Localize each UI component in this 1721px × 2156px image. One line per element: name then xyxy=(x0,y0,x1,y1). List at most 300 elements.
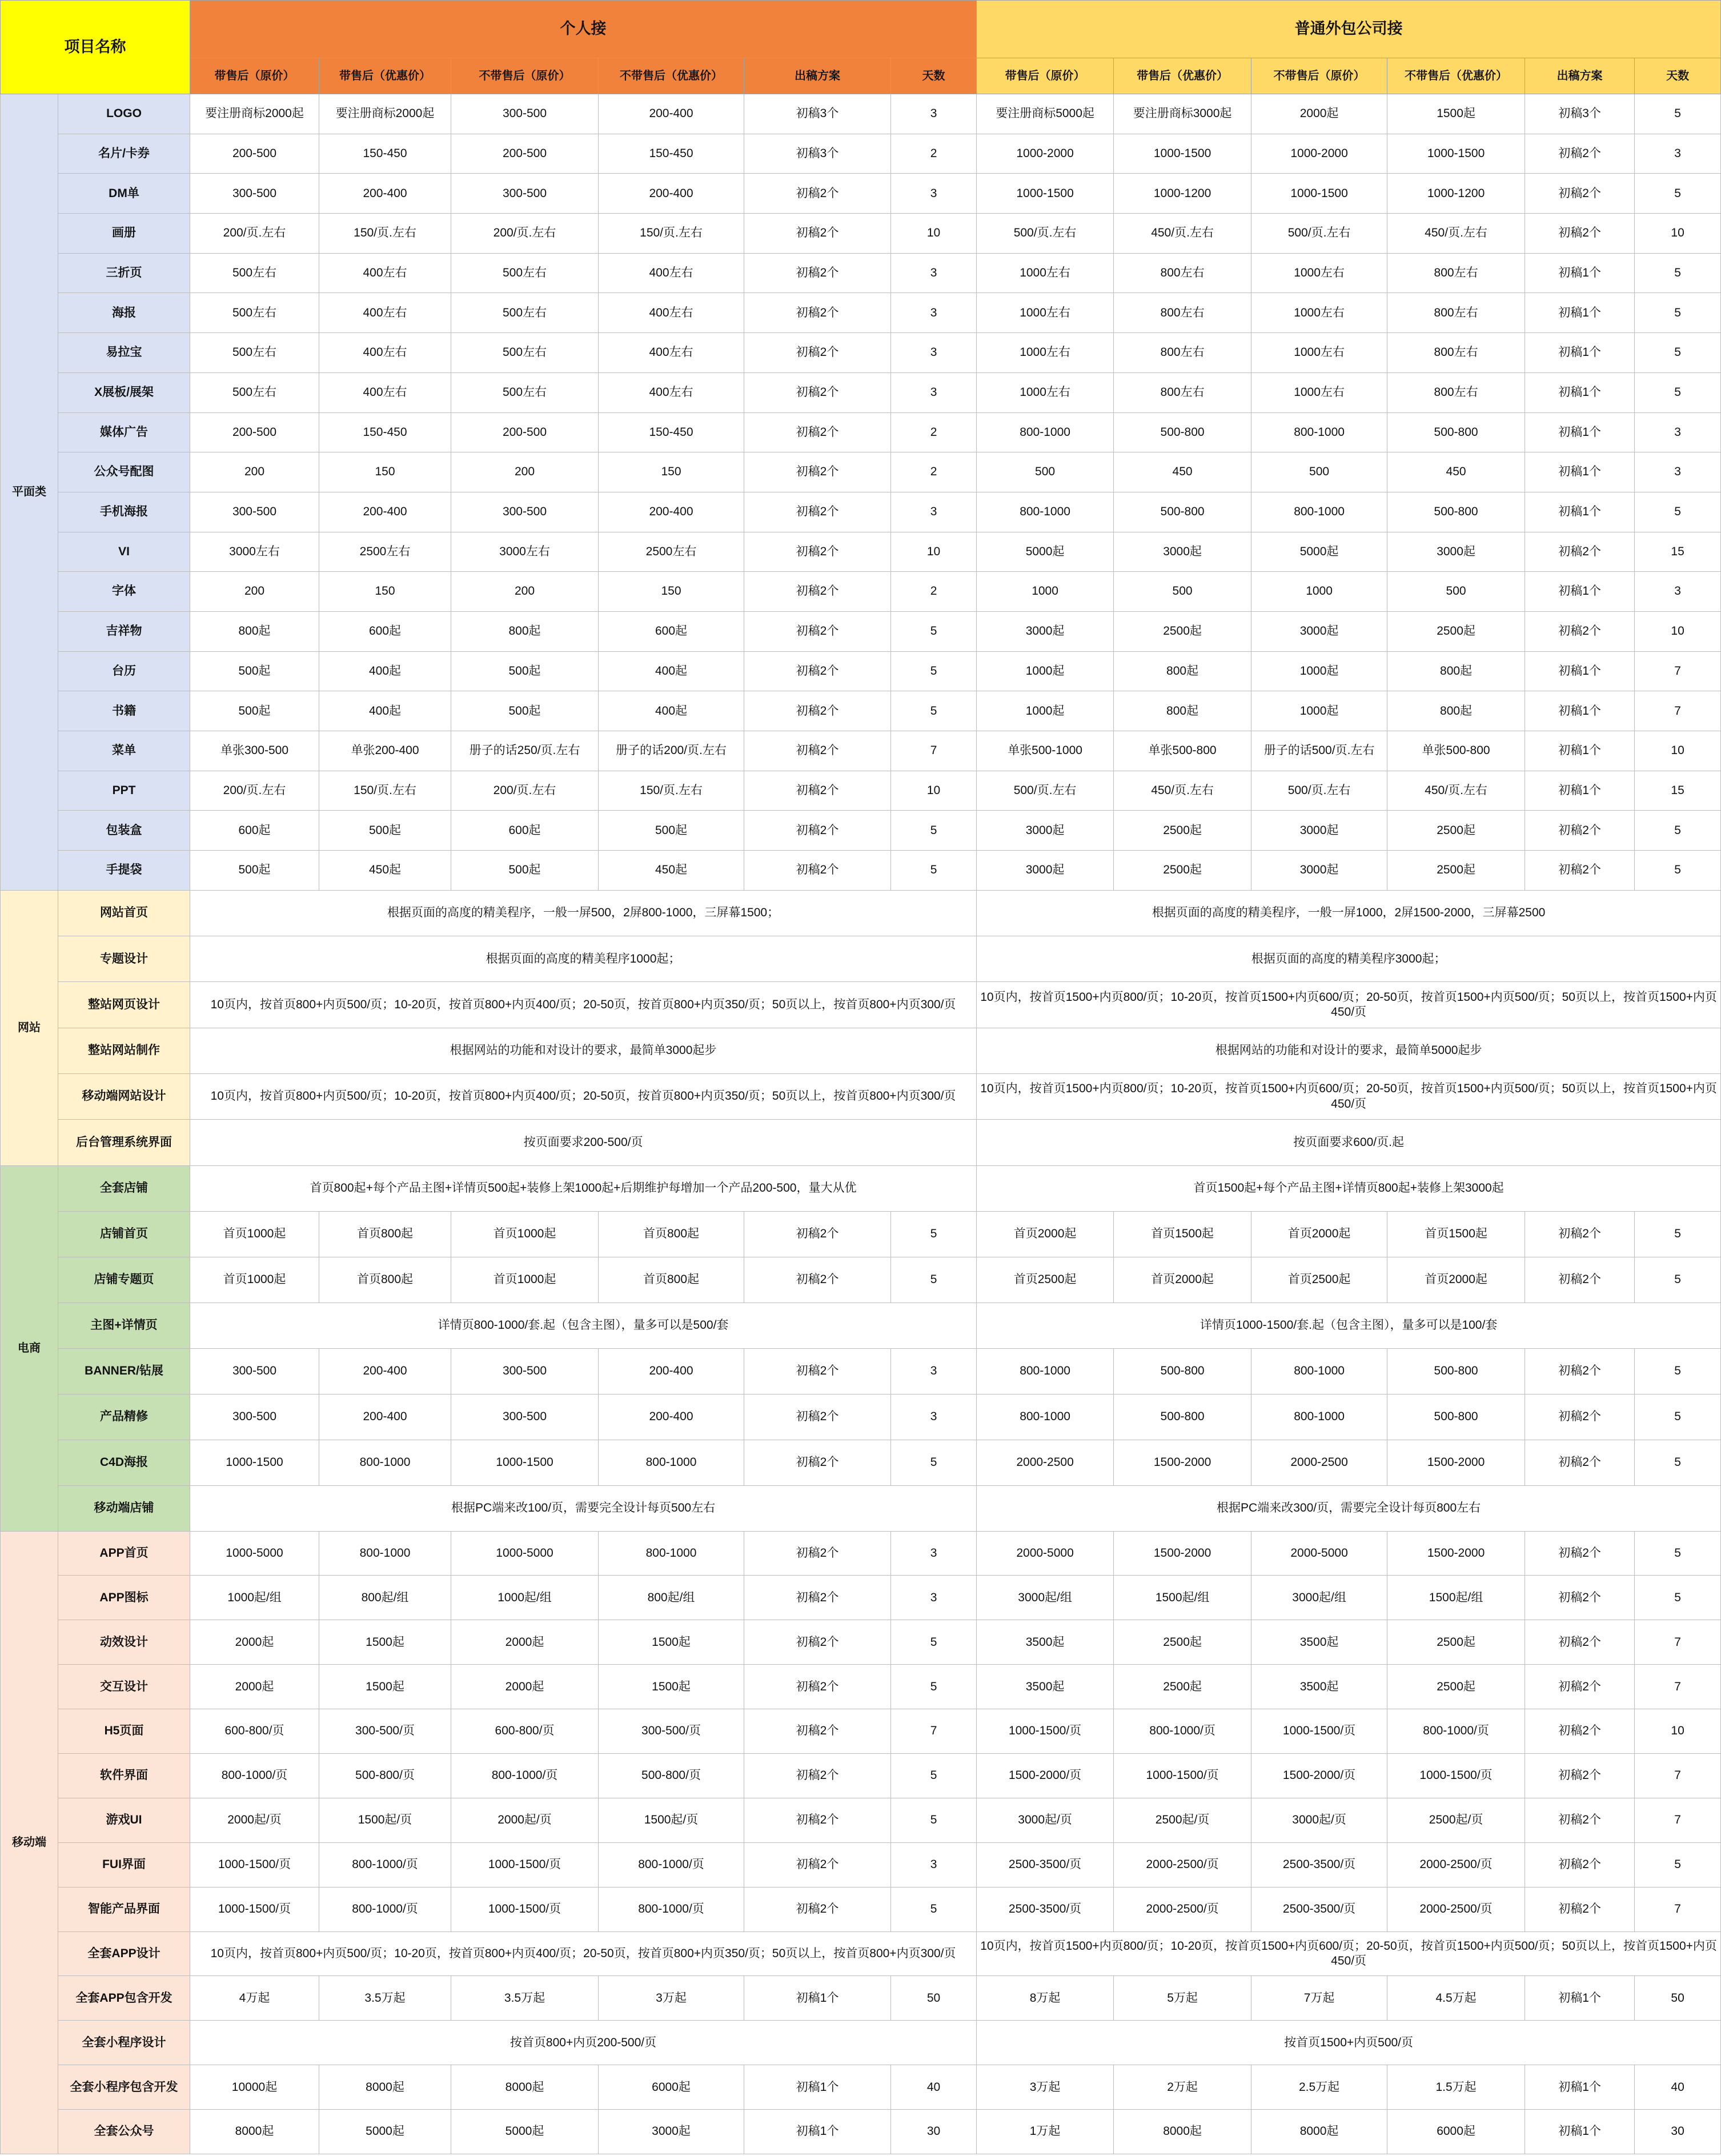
personal-with-service-original-price: 200/页.左右 xyxy=(190,771,319,811)
personal-no-service-discount-price: 150-450 xyxy=(599,134,744,174)
personal-with-service-discount-price: 首页800起 xyxy=(319,1211,451,1257)
company-pricing-note: 按首页1500+内页500/页 xyxy=(977,2021,1721,2065)
personal-with-service-discount-price: 要注册商标2000起 xyxy=(319,94,451,134)
company-days: 50 xyxy=(1635,1976,1721,2021)
company-with-service-original-price: 800-1000 xyxy=(977,1394,1114,1440)
table-row xyxy=(1,372,1721,412)
company-draft-plan: 初稿2个 xyxy=(1525,174,1635,214)
personal-no-service-original-header: 不带售后（原价） xyxy=(451,58,599,94)
company-with-service-original-price: 2000-5000 xyxy=(977,1531,1114,1576)
company-with-service-discount-price: 1500起/组 xyxy=(1114,1576,1251,1620)
personal-pricing-note: 详情页800-1000/套.起（包含主图），量多可以是500/套 xyxy=(190,1303,977,1348)
item-name: H5页面 xyxy=(58,1709,190,1754)
company-no-service-original-price: 1000左右 xyxy=(1251,253,1387,293)
item-name: FUI界面 xyxy=(58,1842,190,1887)
personal-no-service-original-price: 500左右 xyxy=(451,293,599,333)
company-days: 7 xyxy=(1635,691,1721,731)
company-with-service-discount-price: 2万起 xyxy=(1114,2065,1251,2110)
table-row xyxy=(1,731,1721,771)
company-no-service-original-header: 不带售后（原价） xyxy=(1251,58,1387,94)
table-row xyxy=(1,1620,1721,1665)
company-with-service-discount-price: 单张500-800 xyxy=(1114,731,1251,771)
personal-no-service-original-price: 5000起 xyxy=(451,2110,599,2154)
personal-no-service-discount-price: 800起/组 xyxy=(599,1576,744,1620)
company-draft-plan: 初稿2个 xyxy=(1525,532,1635,572)
personal-no-service-original-price: 200/页.左右 xyxy=(451,771,599,811)
item-name: 全套店铺 xyxy=(58,1165,190,1211)
personal-no-service-original-price: 300-500 xyxy=(451,492,599,532)
company-days: 5 xyxy=(1635,333,1721,373)
company-with-service-discount-price: 800左右 xyxy=(1114,253,1251,293)
personal-days: 5 xyxy=(891,1887,977,1931)
personal-days: 3 xyxy=(891,492,977,532)
company-no-service-discount-price: 500-800 xyxy=(1387,412,1525,452)
item-name: 手机海报 xyxy=(58,492,190,532)
company-with-service-discount-price: 1000-1200 xyxy=(1114,174,1251,214)
company-no-service-original-price: 1000起 xyxy=(1251,691,1387,731)
company-no-service-discount-price: 2500起 xyxy=(1387,1665,1525,1709)
item-name: PPT xyxy=(58,771,190,811)
item-name: 包装盒 xyxy=(58,811,190,851)
personal-days: 2 xyxy=(891,412,977,452)
company-draft-plan: 初稿2个 xyxy=(1525,1709,1635,1754)
personal-with-service-original-price: 600起 xyxy=(190,811,319,851)
company-group-header: 普通外包公司接 xyxy=(977,1,1721,58)
item-name: 海报 xyxy=(58,293,190,333)
item-name: 交互设计 xyxy=(58,1665,190,1709)
personal-with-service-discount-price: 150/页.左右 xyxy=(319,771,451,811)
personal-no-service-discount-price: 800-1000/页 xyxy=(599,1887,744,1931)
company-no-service-original-price: 2500-3500/页 xyxy=(1251,1842,1387,1887)
company-with-service-discount-price: 2500起 xyxy=(1114,811,1251,851)
company-draft-plan: 初稿1个 xyxy=(1525,572,1635,612)
company-draft-plan: 初稿2个 xyxy=(1525,1257,1635,1303)
personal-draft-plan: 初稿2个 xyxy=(744,293,891,333)
company-no-service-original-price: 1000-1500/页 xyxy=(1251,1709,1387,1754)
company-with-service-original-price: 3500起 xyxy=(977,1620,1114,1665)
company-with-service-discount-price: 要注册商标3000起 xyxy=(1114,94,1251,134)
company-no-service-discount-price: 单张500-800 xyxy=(1387,731,1525,771)
item-name: C4D海报 xyxy=(58,1440,190,1485)
company-no-service-discount-price: 800左右 xyxy=(1387,253,1525,293)
category-label: 电商 xyxy=(1,1165,58,1531)
table-row xyxy=(1,1348,1721,1394)
company-no-service-original-price: 3000起 xyxy=(1251,811,1387,851)
company-no-service-discount-price: 1000-1200 xyxy=(1387,174,1525,214)
company-with-service-original-price: 3万起 xyxy=(977,2065,1114,2110)
personal-days: 30 xyxy=(891,2110,977,2154)
personal-pricing-note: 根据页面的高度的精美程序，一般一屏500，2屏800-1000，三屏幕1500； xyxy=(190,890,977,936)
company-with-service-discount-price: 1500-2000 xyxy=(1114,1440,1251,1485)
personal-no-service-discount-price: 6000起 xyxy=(599,2065,744,2110)
company-with-service-discount-price: 450 xyxy=(1114,452,1251,492)
personal-days: 5 xyxy=(891,611,977,651)
personal-draft-plan: 初稿2个 xyxy=(744,1348,891,1394)
personal-no-service-discount-price: 1500起 xyxy=(599,1665,744,1709)
personal-days: 3 xyxy=(891,372,977,412)
personal-with-service-original-price: 2000起/页 xyxy=(190,1798,319,1842)
company-no-service-discount-price: 2000-2500/页 xyxy=(1387,1842,1525,1887)
personal-days: 5 xyxy=(891,651,977,691)
personal-with-service-discount-price: 500起 xyxy=(319,811,451,851)
personal-draft-plan: 初稿2个 xyxy=(744,1842,891,1887)
table-row xyxy=(1,1842,1721,1887)
company-draft-plan: 初稿1个 xyxy=(1525,333,1635,373)
company-with-service-discount-price: 2000-2500/页 xyxy=(1114,1887,1251,1931)
company-with-service-original-price: 1500-2000/页 xyxy=(977,1753,1114,1798)
personal-days: 5 xyxy=(891,1440,977,1485)
company-with-service-original-price: 2500-3500/页 xyxy=(977,1842,1114,1887)
company-no-service-discount-price: 1.5万起 xyxy=(1387,2065,1525,2110)
personal-with-service-discount-price: 800-1000 xyxy=(319,1531,451,1576)
item-name: 智能产品界面 xyxy=(58,1887,190,1931)
personal-with-service-original-price: 首页1000起 xyxy=(190,1211,319,1257)
item-name: 三折页 xyxy=(58,253,190,293)
table-row xyxy=(1,1887,1721,1931)
item-name: 公众号配图 xyxy=(58,452,190,492)
personal-with-service-original-price: 首页1000起 xyxy=(190,1257,319,1303)
personal-no-service-original-price: 1000-1500/页 xyxy=(451,1842,599,1887)
company-days: 10 xyxy=(1635,214,1721,254)
item-name: BANNER/钻展 xyxy=(58,1348,190,1394)
company-with-service-discount-price: 1000-1500/页 xyxy=(1114,1753,1251,1798)
personal-with-service-original-price: 500起 xyxy=(190,691,319,731)
personal-no-service-original-price: 300-500 xyxy=(451,174,599,214)
company-with-service-discount-price: 1000-1500 xyxy=(1114,134,1251,174)
company-with-service-original-price: 首页2000起 xyxy=(977,1211,1114,1257)
item-name: 移动端店铺 xyxy=(58,1485,190,1531)
personal-days: 5 xyxy=(891,1798,977,1842)
item-name: 整站网页设计 xyxy=(58,982,190,1028)
personal-pricing-note: 10页内，按首页800+内页500/页；10-20页，按首页800+内页400/页；20-50页，按首页800+内页350/页；50页以上，按首页800+内页300/页 xyxy=(190,982,977,1028)
personal-no-service-discount-price: 200-400 xyxy=(599,1348,744,1394)
company-no-service-discount-price: 首页1500起 xyxy=(1387,1211,1525,1257)
table-row xyxy=(1,1120,1721,1165)
company-no-service-original-price: 1000起 xyxy=(1251,651,1387,691)
company-days: 3 xyxy=(1635,134,1721,174)
company-with-service-original-price: 800-1000 xyxy=(977,412,1114,452)
personal-with-service-discount-price: 2500左右 xyxy=(319,532,451,572)
company-with-service-discount-price: 2500起 xyxy=(1114,1620,1251,1665)
company-with-service-discount-price: 2500起 xyxy=(1114,851,1251,891)
personal-with-service-discount-price: 800起/组 xyxy=(319,1576,451,1620)
personal-draft-plan: 初稿2个 xyxy=(744,731,891,771)
company-no-service-original-price: 1000-1500 xyxy=(1251,174,1387,214)
company-with-service-discount-price: 450/页.左右 xyxy=(1114,771,1251,811)
personal-with-service-discount-price: 首页800起 xyxy=(319,1257,451,1303)
company-draft-plan: 初稿2个 xyxy=(1525,134,1635,174)
company-with-service-original-price: 1万起 xyxy=(977,2110,1114,2154)
company-no-service-discount-price: 2500起 xyxy=(1387,851,1525,891)
personal-draft-plan: 初稿2个 xyxy=(744,1753,891,1798)
company-pricing-note: 根据网站的功能和对设计的要求，最简单5000起步 xyxy=(977,1028,1721,1073)
company-no-service-original-price: 1000左右 xyxy=(1251,372,1387,412)
personal-with-service-discount-price: 150/页.左右 xyxy=(319,214,451,254)
company-days: 15 xyxy=(1635,532,1721,572)
personal-with-service-original-price: 单张300-500 xyxy=(190,731,319,771)
company-days: 5 xyxy=(1635,174,1721,214)
personal-with-service-original-price: 800-1000/页 xyxy=(190,1753,319,1798)
personal-days: 2 xyxy=(891,572,977,612)
personal-with-service-discount-price: 150 xyxy=(319,572,451,612)
table-row xyxy=(1,1485,1721,1531)
personal-no-service-discount-price: 3万起 xyxy=(599,1976,744,2021)
personal-no-service-discount-price: 册子的话200/页.左右 xyxy=(599,731,744,771)
item-name: 动效设计 xyxy=(58,1620,190,1665)
company-no-service-discount-price: 4.5万起 xyxy=(1387,1976,1525,2021)
table-row xyxy=(1,851,1721,891)
personal-no-service-original-price: 1000-1500 xyxy=(451,1440,599,1485)
company-days: 5 xyxy=(1635,492,1721,532)
personal-with-service-discount-price: 150-450 xyxy=(319,134,451,174)
item-name: 画册 xyxy=(58,214,190,254)
personal-days: 5 xyxy=(891,691,977,731)
company-no-service-discount-price: 2000-2500/页 xyxy=(1387,1887,1525,1931)
item-name: 手提袋 xyxy=(58,851,190,891)
company-with-service-discount-price: 800起 xyxy=(1114,691,1251,731)
personal-with-service-original-price: 200 xyxy=(190,572,319,612)
company-draft-plan: 初稿2个 xyxy=(1525,1842,1635,1887)
company-no-service-discount-price: 首页2000起 xyxy=(1387,1257,1525,1303)
personal-with-service-original-price: 200 xyxy=(190,452,319,492)
personal-no-service-discount-price: 800-1000 xyxy=(599,1440,744,1485)
personal-with-service-original-price: 500左右 xyxy=(190,253,319,293)
personal-no-service-discount-price: 400起 xyxy=(599,691,744,731)
personal-with-service-discount-price: 800-1000 xyxy=(319,1440,451,1485)
personal-with-service-original-price: 500左右 xyxy=(190,372,319,412)
table-row xyxy=(1,2065,1721,2110)
personal-with-service-original-price: 1000-1500 xyxy=(190,1440,319,1485)
company-with-service-discount-price: 450/页.左右 xyxy=(1114,214,1251,254)
company-no-service-discount-price: 800左右 xyxy=(1387,293,1525,333)
company-with-service-original-price: 要注册商标5000起 xyxy=(977,94,1114,134)
personal-group-header: 个人接 xyxy=(190,1,977,58)
company-with-service-original-price: 1000起 xyxy=(977,651,1114,691)
company-no-service-discount-price: 6000起 xyxy=(1387,2110,1525,2154)
company-days: 30 xyxy=(1635,2110,1721,2154)
item-name: 台历 xyxy=(58,651,190,691)
personal-with-service-original-price: 200-500 xyxy=(190,134,319,174)
personal-no-service-original-price: 200-500 xyxy=(451,412,599,452)
company-days: 5 xyxy=(1635,94,1721,134)
personal-with-service-original-price: 300-500 xyxy=(190,1348,319,1394)
company-no-service-original-price: 2500-3500/页 xyxy=(1251,1887,1387,1931)
personal-with-service-discount-price: 600起 xyxy=(319,611,451,651)
personal-pricing-note: 按页面要求200-500/页 xyxy=(190,1120,977,1165)
personal-with-service-discount-price: 300-500/页 xyxy=(319,1709,451,1754)
company-no-service-original-price: 3500起 xyxy=(1251,1665,1387,1709)
company-days: 5 xyxy=(1635,1440,1721,1485)
company-with-service-original-price: 1000左右 xyxy=(977,372,1114,412)
personal-with-service-original-price: 200/页.左右 xyxy=(190,214,319,254)
personal-with-service-discount-price: 400左右 xyxy=(319,293,451,333)
company-days: 5 xyxy=(1635,1576,1721,1620)
personal-with-service-original-price: 800起 xyxy=(190,611,319,651)
company-draft-plan: 初稿1个 xyxy=(1525,372,1635,412)
item-name: 软件界面 xyxy=(58,1753,190,1798)
personal-with-service-discount-price: 8000起 xyxy=(319,2065,451,2110)
personal-no-service-original-price: 200/页.左右 xyxy=(451,214,599,254)
personal-days: 3 xyxy=(891,1348,977,1394)
personal-with-service-original-price: 1000-1500/页 xyxy=(190,1842,319,1887)
personal-no-service-original-price: 500左右 xyxy=(451,253,599,293)
company-with-service-original-price: 8万起 xyxy=(977,1976,1114,2021)
company-with-service-original-price: 800-1000 xyxy=(977,1348,1114,1394)
company-days: 5 xyxy=(1635,293,1721,333)
item-name: 网站首页 xyxy=(58,890,190,936)
company-with-service-original-price: 800-1000 xyxy=(977,492,1114,532)
personal-no-service-original-price: 500左右 xyxy=(451,372,599,412)
personal-draft-plan: 初稿2个 xyxy=(744,253,891,293)
item-name: 媒体广告 xyxy=(58,412,190,452)
company-draft-plan-header: 出稿方案 xyxy=(1525,58,1635,94)
company-days: 5 xyxy=(1635,1257,1721,1303)
personal-draft-plan: 初稿2个 xyxy=(744,1531,891,1576)
company-with-service-discount-price: 1500-2000 xyxy=(1114,1531,1251,1576)
table-row xyxy=(1,691,1721,731)
personal-no-service-original-price: 300-500 xyxy=(451,1394,599,1440)
personal-with-service-original-price: 要注册商标2000起 xyxy=(190,94,319,134)
personal-no-service-original-price: 8000起 xyxy=(451,2065,599,2110)
personal-draft-plan: 初稿3个 xyxy=(744,94,891,134)
subheader-row xyxy=(1,58,1721,94)
personal-days: 5 xyxy=(891,1620,977,1665)
company-no-service-original-price: 首页2500起 xyxy=(1251,1257,1387,1303)
table-row xyxy=(1,936,1721,982)
personal-with-service-discount-price: 400起 xyxy=(319,691,451,731)
personal-days: 40 xyxy=(891,2065,977,2110)
company-draft-plan: 初稿2个 xyxy=(1525,214,1635,254)
personal-with-service-discount-price: 400左右 xyxy=(319,333,451,373)
personal-pricing-note: 10页内，按首页800+内页500/页；10-20页，按首页800+内页400/页；20-50页，按首页800+内页350/页；50页以上，按首页800+内页300/页 xyxy=(190,1073,977,1119)
company-with-service-discount-price: 800-1000/页 xyxy=(1114,1709,1251,1754)
company-pricing-note: 根据PC端来改300/页，需要完全设计每页800左右 xyxy=(977,1485,1721,1531)
company-draft-plan: 初稿2个 xyxy=(1525,1576,1635,1620)
company-with-service-original-price: 3000起 xyxy=(977,611,1114,651)
company-with-service-original-price: 3000起/组 xyxy=(977,1576,1114,1620)
company-with-service-discount-price: 3000起 xyxy=(1114,532,1251,572)
personal-no-service-discount-price: 200-400 xyxy=(599,174,744,214)
personal-days: 5 xyxy=(891,1257,977,1303)
personal-draft-plan: 初稿1个 xyxy=(744,2065,891,2110)
personal-draft-plan: 初稿2个 xyxy=(744,1394,891,1440)
personal-no-service-discount-price: 首页800起 xyxy=(599,1257,744,1303)
personal-with-service-original-price: 8000起 xyxy=(190,2110,319,2154)
personal-with-service-discount-price: 1500起/页 xyxy=(319,1798,451,1842)
personal-with-service-original-price: 2000起 xyxy=(190,1620,319,1665)
company-draft-plan: 初稿2个 xyxy=(1525,1665,1635,1709)
personal-with-service-discount-price: 200-400 xyxy=(319,174,451,214)
personal-draft-plan: 初稿2个 xyxy=(744,611,891,651)
company-no-service-discount-price: 500 xyxy=(1387,572,1525,612)
personal-no-service-original-price: 3000左右 xyxy=(451,532,599,572)
company-days: 5 xyxy=(1635,1842,1721,1887)
company-days: 3 xyxy=(1635,412,1721,452)
table-row xyxy=(1,333,1721,373)
table-row xyxy=(1,1073,1721,1119)
personal-no-service-original-price: 800-1000/页 xyxy=(451,1753,599,1798)
company-no-service-discount-price: 800左右 xyxy=(1387,372,1525,412)
company-days: 5 xyxy=(1635,372,1721,412)
company-no-service-original-price: 册子的话500/页.左右 xyxy=(1251,731,1387,771)
personal-no-service-original-price: 600-800/页 xyxy=(451,1709,599,1754)
personal-days: 5 xyxy=(891,1665,977,1709)
company-with-service-discount-price: 500 xyxy=(1114,572,1251,612)
personal-no-service-original-price: 300-500 xyxy=(451,1348,599,1394)
personal-with-service-original-price: 500起 xyxy=(190,651,319,691)
company-days: 7 xyxy=(1635,1620,1721,1665)
personal-draft-plan: 初稿2个 xyxy=(744,333,891,373)
company-days: 10 xyxy=(1635,1709,1721,1754)
company-with-service-original-price: 2500-3500/页 xyxy=(977,1887,1114,1931)
table-row xyxy=(1,1165,1721,1211)
company-draft-plan: 初稿2个 xyxy=(1525,811,1635,851)
company-draft-plan: 初稿2个 xyxy=(1525,1798,1635,1842)
company-pricing-note: 详情页1000-1500/套.起（包含主图），量多可以是100/套 xyxy=(977,1303,1721,1348)
personal-days: 2 xyxy=(891,134,977,174)
company-no-service-original-price: 2000起 xyxy=(1251,94,1387,134)
company-with-service-discount-price: 800起 xyxy=(1114,651,1251,691)
personal-draft-plan: 初稿2个 xyxy=(744,1440,891,1485)
personal-no-service-discount-price: 800-1000 xyxy=(599,1531,744,1576)
table-row xyxy=(1,1709,1721,1754)
table-row xyxy=(1,1931,1721,1976)
company-draft-plan: 初稿2个 xyxy=(1525,1887,1635,1931)
personal-no-service-original-price: 册子的话250/页.左右 xyxy=(451,731,599,771)
company-no-service-original-price: 800-1000 xyxy=(1251,1394,1387,1440)
personal-with-service-discount-price: 500-800/页 xyxy=(319,1753,451,1798)
item-name: 移动端网站设计 xyxy=(58,1073,190,1119)
company-with-service-original-price: 1000 xyxy=(977,572,1114,612)
company-with-service-discount-price: 2500起/页 xyxy=(1114,1798,1251,1842)
company-days: 3 xyxy=(1635,452,1721,492)
personal-with-service-original-price: 300-500 xyxy=(190,174,319,214)
company-with-service-original-price: 3500起 xyxy=(977,1665,1114,1709)
personal-no-service-original-price: 首页1000起 xyxy=(451,1211,599,1257)
company-draft-plan: 初稿1个 xyxy=(1525,771,1635,811)
table-row xyxy=(1,811,1721,851)
company-with-service-original-price: 1000左右 xyxy=(977,333,1114,373)
company-days: 7 xyxy=(1635,1887,1721,1931)
company-no-service-discount-price: 2500起 xyxy=(1387,611,1525,651)
item-name: 后台管理系统界面 xyxy=(58,1120,190,1165)
company-no-service-discount-price: 1500-2000 xyxy=(1387,1531,1525,1576)
category-label: 平面类 xyxy=(1,94,58,891)
table-row xyxy=(1,293,1721,333)
company-draft-plan: 初稿2个 xyxy=(1525,1211,1635,1257)
table-row xyxy=(1,1028,1721,1073)
company-draft-plan: 初稿2个 xyxy=(1525,1620,1635,1665)
personal-with-service-discount-price: 150 xyxy=(319,452,451,492)
item-name: 产品精修 xyxy=(58,1394,190,1440)
personal-with-service-discount-price: 800-1000/页 xyxy=(319,1842,451,1887)
personal-with-service-original-price: 500起 xyxy=(190,851,319,891)
company-pricing-note: 根据页面的高度的精美程序，一般一屏1000，2屏1500-2000，三屏幕2500 xyxy=(977,890,1721,936)
table-row xyxy=(1,452,1721,492)
personal-with-service-original-price: 3000左右 xyxy=(190,532,319,572)
personal-no-service-discount-price: 500-800/页 xyxy=(599,1753,744,1798)
company-days: 15 xyxy=(1635,771,1721,811)
company-with-service-original-price: 3000起 xyxy=(977,811,1114,851)
company-with-service-discount-price: 首页2000起 xyxy=(1114,1257,1251,1303)
personal-no-service-discount-price: 400左右 xyxy=(599,293,744,333)
table-row xyxy=(1,532,1721,572)
personal-no-service-original-price: 500起 xyxy=(451,851,599,891)
personal-draft-plan: 初稿2个 xyxy=(744,691,891,731)
personal-days-header: 天数 xyxy=(891,58,977,94)
personal-no-service-original-price: 1000-1500/页 xyxy=(451,1887,599,1931)
company-with-service-discount-price: 500-800 xyxy=(1114,412,1251,452)
